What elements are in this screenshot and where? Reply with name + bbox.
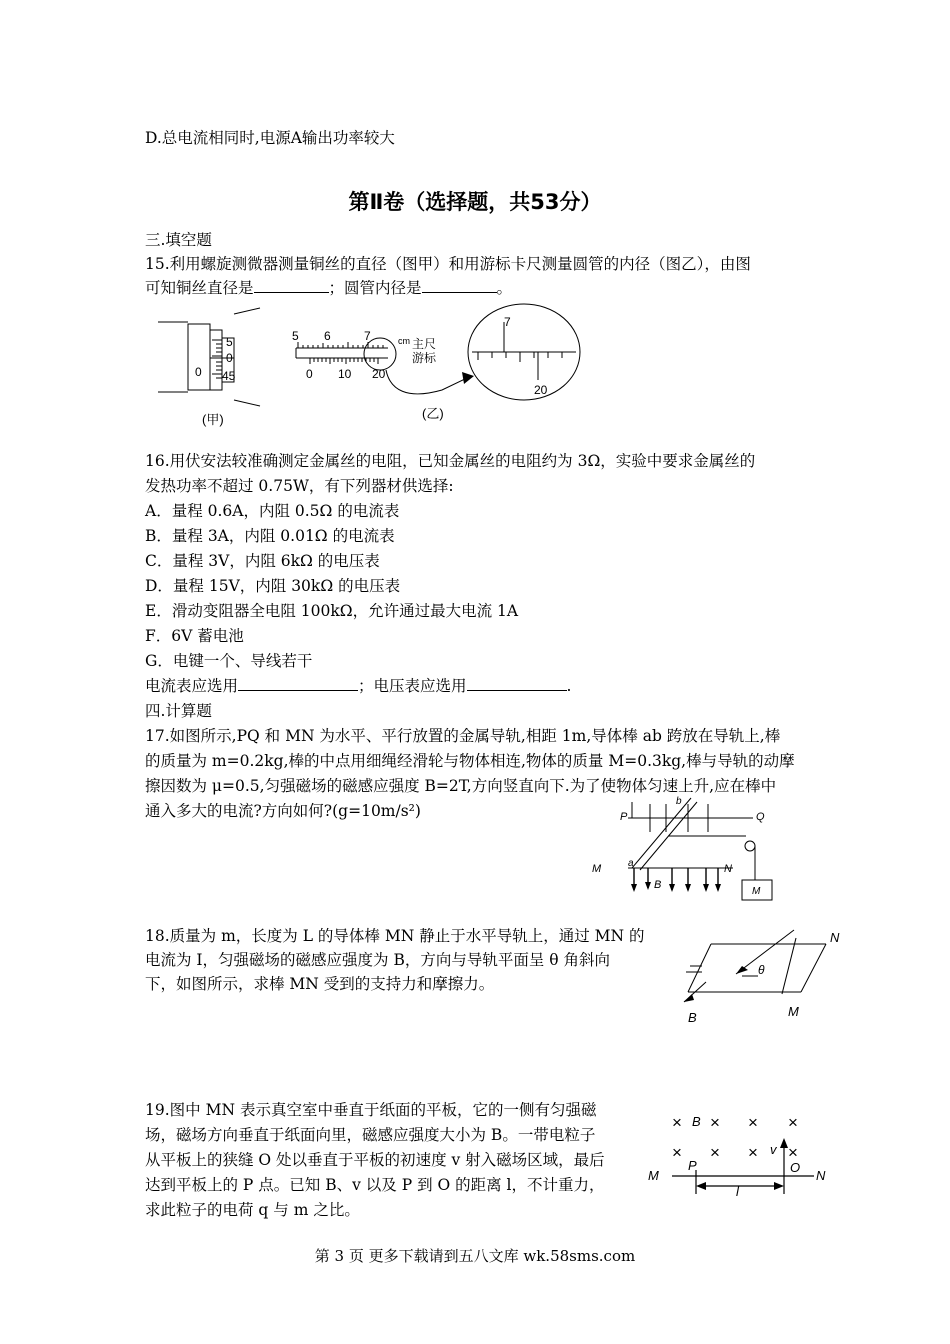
section-title: 第Ⅱ卷（选择题，共53分） [348,190,602,214]
rails-pulley-figure [588,796,788,908]
label-N: N [830,930,840,945]
q15-line1: 15.利用螺旋测微器测量铜丝的直径（图甲）和用游标卡尺测量圆管的内径（图乙），由图 [145,255,751,273]
q16-ans-b: ；电压表应选用 [358,677,467,695]
label-B: B [654,879,662,891]
svg-text:×: × [710,1143,720,1162]
q16-option-g: G．电键一个、导线若干 [145,652,313,670]
fig-jia-caption: (甲) [202,412,224,427]
label-Q: Q [756,811,765,823]
label-P: P [620,811,628,823]
part3-heading: 三.填空题 [145,231,212,249]
q16-blank-voltmeter[interactable] [467,674,567,691]
q15-text-b: ；圆管内径是 [328,279,422,297]
q16-ans-a: 电流表应选用 [145,677,239,695]
svg-text:×: × [788,1143,798,1162]
label-N: N [724,863,732,875]
q16-option-d: D．量程 15V，内阻 30kΩ 的电压表 [145,577,401,595]
label-B: B [688,1010,697,1025]
q16-option-a: A．量程 0.6A，内阻 0.5Ω 的电流表 [145,502,400,520]
page-footer: 第 3 页 更多下载请到五八文库 wk.58sms.com [314,1247,636,1265]
mic-tick-45: 45 [222,369,236,383]
unit-cm: cm [398,336,410,346]
label-v: v [770,1142,777,1157]
zoom-tick-20: 20 [534,383,548,397]
svg-text:×: × [788,1113,798,1132]
q16-answer-line [145,674,571,698]
arrow-head-icon [462,372,474,384]
label-b: b [676,796,682,807]
label-P: P [688,1158,697,1173]
label-M: M [788,1004,799,1019]
q16-option-f: F．6V 蓄电池 [145,627,244,645]
magnetic-field-figure [646,1106,836,1199]
q16-line2: 发热功率不超过 0.75W，有下列器材供选择: [145,477,454,495]
q19-line1: 19.图中 MN 表示真空室中垂直于纸面的平板，它的一侧有匀强磁 [145,1101,597,1119]
label-M: M [648,1168,659,1183]
vernier-figure [282,300,587,428]
mic-zero: 0 [195,365,202,379]
part4-heading: 四.计算题 [145,702,212,720]
svg-text:×: × [672,1113,682,1132]
q16-option-b: B．量程 3A，内阻 0.01Ω 的电流表 [145,527,395,545]
svg-text:×: × [748,1143,758,1162]
q17-line3: 擦因数为 μ=0.5,匀强磁场的磁感应强度 B=2T,方向竖直向下.为了使物体匀速上升,应在棒中 [145,777,777,795]
q17-line2: 的质量为 m=0.2kg,棒的中点用细绳经滑轮与物体相连,物体的质量 M=0.3kg,棒与导轨的动摩 [145,752,795,770]
label-theta: θ [758,963,765,977]
q17-line1: 17.如图所示,PQ 和 MN 为水平、平行放置的金属导轨,相距 1m,导体棒 ab 跨放在导轨上,棒 [145,727,781,745]
q19-line2: 场，磁场方向垂直于纸面向里，磁感应强度大小为 B。一带电粒子 [145,1126,596,1144]
label-a: a [628,858,634,869]
label-M: M [592,863,602,875]
zoom-tick-7: 7 [504,315,511,329]
vernier-tick-0: 0 [306,367,313,381]
main-tick-7: 7 [364,329,371,343]
q16-ans-c: . [566,677,572,695]
q16-option-e: E．滑动变阻器全电阻 100kΩ，允许通过最大电流 1A [145,602,519,620]
q16-line1: 16.用伏安法较准确测定金属丝的电阻，已知金属丝的电阻约为 3Ω，实验中要求金属丝的 [145,452,756,470]
label-N: N [816,1168,826,1183]
q17-line4: 通入多大的电流?方向如何?(g=10m/s²) [145,802,421,820]
q18-line3: 下，如图所示，求棒 MN 受到的支持力和摩擦力。 [145,975,495,993]
mic-tick-5: 5 [226,335,233,349]
q19-line5: 求此粒子的电荷 q 与 m 之比。 [145,1201,360,1219]
inclined-field-figure [676,926,846,1026]
label-B: B [692,1114,701,1129]
q16-option-c: C．量程 3V，内阻 6kΩ 的电压表 [145,552,380,570]
q15-blank-inner-diameter[interactable] [422,276,497,293]
vernier-tick-10: 10 [338,367,352,381]
label-l: l [736,1184,739,1199]
label-O: O [790,1160,801,1175]
mic-tick-0: 0 [226,351,233,365]
q16-blank-ammeter[interactable] [238,674,358,691]
q19-line4: 达到平板上的 P 点。已知 B、v 以及 P 到 O 的距离 l，不计重力， [145,1176,605,1194]
q15-blank-diameter[interactable] [254,276,329,293]
svg-text:×: × [672,1143,682,1162]
vernier-tick-20: 20 [372,367,386,381]
vernier-scale-label: 游标 [412,351,437,365]
q18-line2: 电流为 I，匀强磁场的磁感应强度为 B，方向与导轨平面呈 θ 角斜向 [145,951,611,969]
micrometer-figure [150,308,260,428]
main-tick-5: 5 [292,329,299,343]
q19-line3: 从平板上的狭缝 O 处以垂直于平板的初速度 v 射入磁场区域，最后 [145,1151,605,1169]
svg-text:×: × [710,1113,720,1132]
main-scale-label: 主尺 [412,337,437,351]
svg-text:×: × [748,1113,758,1132]
q18-line1: 18.质量为 m，长度为 L 的导体棒 MN 静止于水平导轨上，通过 MN 的 [145,927,645,945]
option-d-prev: D.总电流相同时,电源A输出功率较大 [145,129,395,147]
q15-text-c: 。 [496,279,513,297]
fig-yi-caption: (乙) [422,406,444,421]
main-tick-6: 6 [324,329,331,343]
label-mass: M [752,886,761,897]
q15-line2 [145,276,512,300]
q15-text-a: 可知铜丝直径是 [145,279,254,297]
